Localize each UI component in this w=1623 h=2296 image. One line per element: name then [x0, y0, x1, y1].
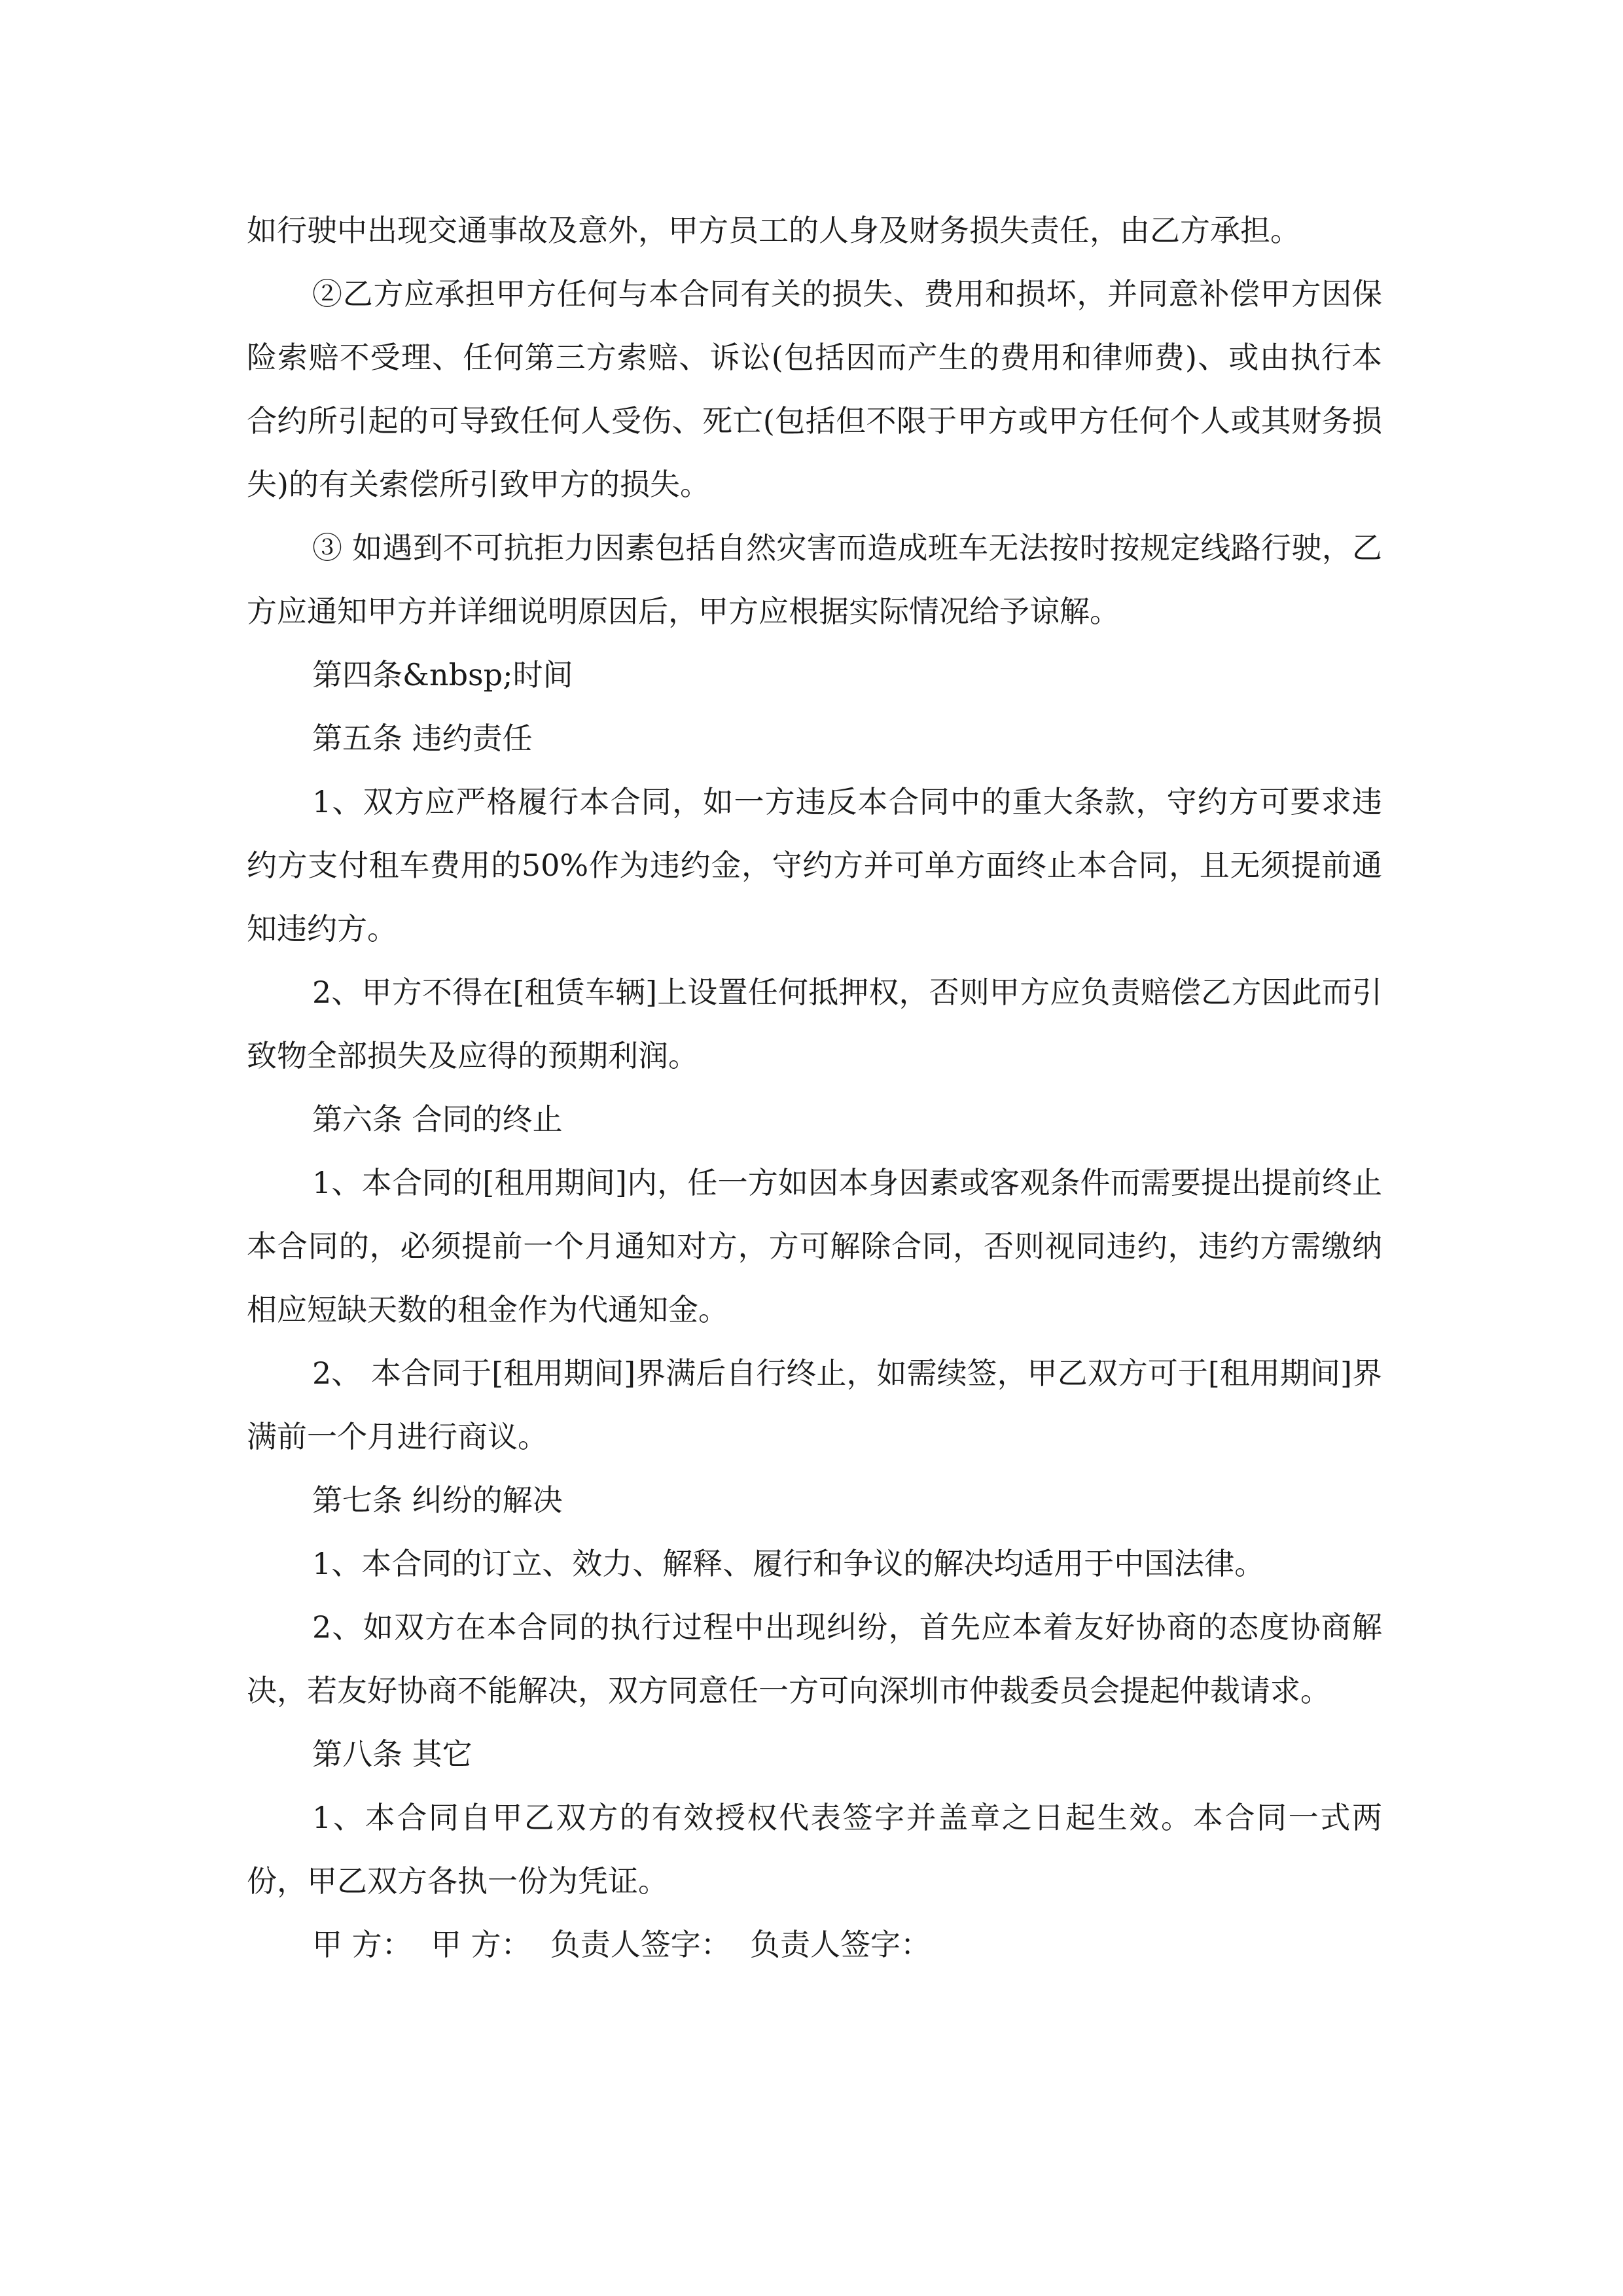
- paragraph-article-7-item-1: 1、本合同的订立、效力、解释、履行和争议的解决均适用于中国法律。: [312, 1546, 1265, 1581]
- paragraph-compensation-clause: ②乙方应承担甲方任何与本合同有关的损失、费用和损坏，并同意补偿甲方因保险索赔不受理、任何第三方索赔、诉讼(包括因而产生的费用和律师费)、或由执行本合约所引起的可导致任何人受伤、死亡(包括但不限于甲方或甲方任何个人或其财务损失)的有关索偿所引致甲方的损失。: [247, 276, 1382, 502]
- paragraph-article-7-item-2: 2、如双方在本合同的执行过程中出现纠纷，首先应本着友好协商的态度协商解决，若友好协商不能解决，双方同意任一方可向深圳市仲裁委员会提起仲裁请求。: [247, 1609, 1382, 1708]
- paragraph-article-5-item-2: 2、甲方不得在[租赁车辆]上设置任何抵押权，否则甲方应负责赔偿乙方因此而引致物全部损失及应得的预期利润。: [247, 975, 1382, 1073]
- heading-article-4: 第四条&nbsp;时间: [312, 657, 573, 692]
- heading-article-8: 第八条 其它: [312, 1736, 473, 1772]
- heading-article-7: 第七条 纠纷的解决: [312, 1482, 563, 1518]
- signature-line: 甲 方： 甲 方： 负责人签字： 负责人签字：: [312, 1927, 931, 1962]
- heading-article-6: 第六条 合同的终止: [312, 1102, 563, 1137]
- paragraph-article-6-item-1: 1、本合同的[租用期间]内，任一方如因本身因素或客观条件而需要提出提前终止本合同的，必须提前一个月通知对方，方可解除合同，否则视同违约，违约方需缴纳相应短缺天数的租金作为代通知金。: [247, 1165, 1382, 1327]
- paragraph-article-6-item-2: 2、 本合同于[租用期间]界满后自行终止，如需续签，甲乙双方可于[租用期间]界满前一个月进行商议。: [247, 1355, 1382, 1454]
- contract-body: [247, 199, 1382, 1977]
- paragraph-force-majeure-clause: ③ 如遇到不可抗拒力因素包括自然灾害而造成班车无法按时按规定线路行驶，乙方应通知甲方并详细说明原因后，甲方应根据实际情况给予谅解。: [247, 530, 1382, 629]
- paragraph-article-8-item-1: 1、本合同自甲乙双方的有效授权代表签字并盖章之日起生效。本合同一式两份，甲乙双方各执一份为凭证。: [247, 1800, 1382, 1899]
- heading-article-5: 第五条 违约责任: [312, 721, 533, 756]
- paragraph-traffic-accident-liability: 如行驶中出现交通事故及意外，甲方员工的人身及财务损失责任，由乙方承担。: [247, 213, 1300, 248]
- paragraph-article-5-item-1: 1、双方应严格履行本合同，如一方违反本合同中的重大条款，守约方可要求违约方支付租车费用的50%作为违约金，守约方并可单方面终止本合同，且无须提前通知违约方。: [247, 784, 1382, 946]
